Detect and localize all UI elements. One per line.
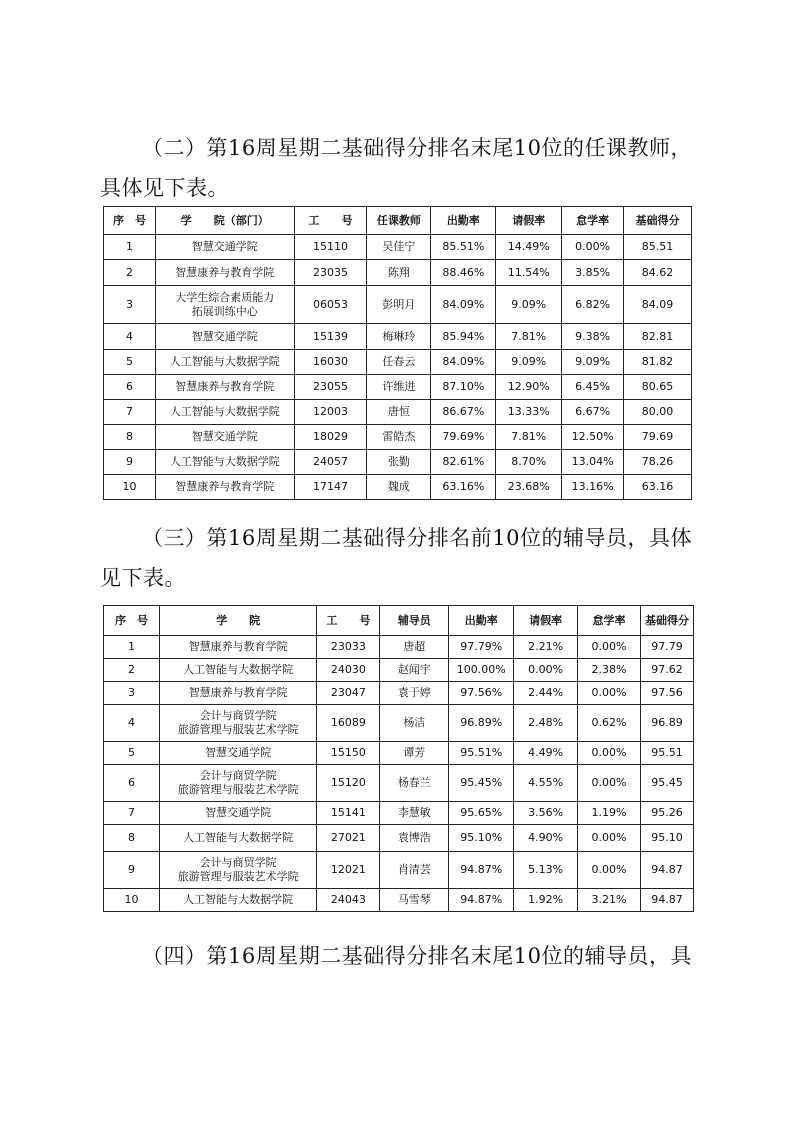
table-cell: 12.90% [496, 375, 562, 400]
table-cell: 0.00% [514, 659, 578, 682]
table-cell: 9.09% [496, 350, 562, 375]
table-cell: 智慧康养与教育学院 [155, 475, 294, 500]
table-cell: 0.00% [578, 852, 641, 889]
table-cell: 85.51 [624, 235, 692, 260]
table-cell: 智慧交通学院 [155, 425, 294, 450]
table-cell: 3.56% [514, 802, 578, 825]
table-cell: 8.70% [496, 450, 562, 475]
table-cell: 12021 [317, 852, 380, 889]
table-cell: 1 [104, 235, 156, 260]
table-cell: 智慧交通学院 [159, 802, 317, 825]
table-cell: 0.00% [578, 682, 641, 705]
table-cell: 97.56% [449, 682, 514, 705]
table-row [104, 425, 692, 450]
table-row [104, 450, 692, 475]
table-cell: 78.26 [624, 450, 692, 475]
table-cell: 5 [104, 350, 156, 375]
table-cell: 96.89% [449, 705, 514, 742]
table-cell: 24043 [317, 889, 380, 912]
table-cell: 6.82% [562, 286, 624, 324]
table-cell: 23035 [294, 260, 367, 286]
table-cell: 7 [104, 400, 156, 425]
column-header: 出勤率 [449, 606, 514, 636]
table-row [104, 375, 692, 400]
table-cell: 唐超 [380, 636, 449, 659]
table-cell: 2.44% [514, 682, 578, 705]
table-cell: 24057 [294, 450, 367, 475]
table-cell: 0.00% [578, 765, 641, 802]
table-cell: 97.79 [640, 636, 693, 659]
table-row [104, 350, 692, 375]
table-cell: 9.09% [496, 286, 562, 324]
table-cell: 杨春兰 [380, 765, 449, 802]
table-cell: 5 [104, 742, 160, 765]
table-cell: 杨洁 [380, 705, 449, 742]
table-cell: 2 [104, 659, 160, 682]
table-cell: 彭明月 [367, 286, 431, 324]
table-cell: 4 [104, 705, 160, 742]
table-cell: 3 [104, 682, 160, 705]
table-cell: 智慧交通学院 [155, 324, 294, 350]
table-cell: 94.87% [449, 852, 514, 889]
table-cell: 12.50% [562, 425, 624, 450]
teacher-bottom10-table [103, 206, 692, 500]
table-cell: 95.26 [640, 802, 693, 825]
table-cell: 6.45% [562, 375, 624, 400]
table-cell: 95.65% [449, 802, 514, 825]
table-cell: 84.09 [624, 286, 692, 324]
table-cell: 15120 [317, 765, 380, 802]
column-header: 基础得分 [640, 606, 693, 636]
table-cell: 94.87 [640, 889, 693, 912]
table-cell: 79.69% [431, 425, 496, 450]
column-header: 怠学率 [578, 606, 641, 636]
table-cell: 14.49% [496, 235, 562, 260]
table-cell: 11.54% [496, 260, 562, 286]
table-cell: 6 [104, 375, 156, 400]
table-cell: 谭芳 [380, 742, 449, 765]
table-cell: 97.79% [449, 636, 514, 659]
table-cell: 2 [104, 260, 156, 286]
table-cell: 16030 [294, 350, 367, 375]
column-header: 序 号 [104, 606, 160, 636]
table-cell: 88.46% [431, 260, 496, 286]
table-cell: 袁于婷 [380, 682, 449, 705]
table-cell: 82.61% [431, 450, 496, 475]
table-cell: 94.87 [640, 852, 693, 889]
table-cell: 17147 [294, 475, 367, 500]
table-cell: 会计与商贸学院 旅游管理与服装艺术学院 [159, 852, 317, 889]
table-cell: 魏成 [367, 475, 431, 500]
table-cell: 95.10 [640, 825, 693, 852]
table-cell: 15150 [317, 742, 380, 765]
table-cell: 人工智能与大数据学院 [159, 889, 317, 912]
table-cell: 27021 [317, 825, 380, 852]
table-cell: 23047 [317, 682, 380, 705]
table-cell: 84.09% [431, 286, 496, 324]
table-cell: 23033 [317, 636, 380, 659]
table-cell: 23.68% [496, 475, 562, 500]
table-cell: 袁博浩 [380, 825, 449, 852]
table-cell: 0.62% [578, 705, 641, 742]
table-cell: 8 [104, 825, 160, 852]
table-cell: 唐恒 [367, 400, 431, 425]
table-cell: 9.09% [562, 350, 624, 375]
table-cell: 3.85% [562, 260, 624, 286]
table-cell: 16089 [317, 705, 380, 742]
table-cell: 85.51% [431, 235, 496, 260]
table-cell: 9 [104, 450, 156, 475]
table-cell: 会计与商贸学院 旅游管理与服装艺术学院 [159, 705, 317, 742]
table-cell: 12003 [294, 400, 367, 425]
table-cell: 96.89 [640, 705, 693, 742]
table-row [104, 286, 692, 324]
table-cell: 4.90% [514, 825, 578, 852]
table-cell: 雷皓杰 [367, 425, 431, 450]
table-cell: 95.45% [449, 765, 514, 802]
table-cell: 87.10% [431, 375, 496, 400]
table-cell: 梅琳玲 [367, 324, 431, 350]
table-cell: 7 [104, 802, 160, 825]
table-cell: 06053 [294, 286, 367, 324]
section2-heading: （二）第16周星期二基础得分排名末尾10位的任课教师，具体见下表。 [100, 136, 692, 200]
table-cell: 80.65 [624, 375, 692, 400]
table-cell: 5.13% [514, 852, 578, 889]
table-row [104, 889, 694, 912]
table-cell: 马雪琴 [380, 889, 449, 912]
table-cell: 97.62 [640, 659, 693, 682]
column-header: 怠学率 [562, 207, 624, 235]
table-cell: 7.81% [496, 324, 562, 350]
table-cell: 会计与商贸学院 旅游管理与服装艺术学院 [159, 765, 317, 802]
table-cell: 大学生综合素质能力 拓展训练中心 [155, 286, 294, 324]
table-cell: 15139 [294, 324, 367, 350]
table-cell: 陈翔 [367, 260, 431, 286]
table-row [104, 705, 694, 742]
table-row [104, 659, 694, 682]
counselor-top10-table [103, 605, 694, 912]
table-cell: 95.45 [640, 765, 693, 802]
table-cell: 智慧交通学院 [159, 742, 317, 765]
column-header: 出勤率 [431, 207, 496, 235]
table-cell: 80.00 [624, 400, 692, 425]
table-cell: 吴佳宁 [367, 235, 431, 260]
table-cell: 智慧康养与教育学院 [155, 375, 294, 400]
table-cell: 13.33% [496, 400, 562, 425]
column-header: 请假率 [496, 207, 562, 235]
table-cell: 4.55% [514, 765, 578, 802]
table-row [104, 765, 694, 802]
table-cell: 95.10% [449, 825, 514, 852]
table-cell: 94.87% [449, 889, 514, 912]
table-row [104, 260, 692, 286]
column-header: 序 号 [104, 207, 156, 235]
table-cell: 3 [104, 286, 156, 324]
table-cell: 肖清芸 [380, 852, 449, 889]
table-cell: 智慧交通学院 [155, 235, 294, 260]
table-cell: 100.00% [449, 659, 514, 682]
table-cell: 97.56 [640, 682, 693, 705]
table-cell: 4 [104, 324, 156, 350]
table-cell: 13.16% [562, 475, 624, 500]
table-cell: 86.67% [431, 400, 496, 425]
table-cell: 0.00% [578, 636, 641, 659]
table-row [104, 475, 692, 500]
table-cell: 人工智能与大数据学院 [155, 350, 294, 375]
table-cell: 3.21% [578, 889, 641, 912]
table-cell: 许维进 [367, 375, 431, 400]
table-cell: 人工智能与大数据学院 [159, 825, 317, 852]
table-cell: 63.16 [624, 475, 692, 500]
table-row [104, 825, 694, 852]
column-header: 工 号 [317, 606, 380, 636]
table-header-row [104, 606, 694, 636]
table-cell: 人工智能与大数据学院 [155, 400, 294, 425]
section3-heading: （三）第16周星期二基础得分排名前10位的辅导员，具体见下表。 [100, 526, 692, 590]
table-row [104, 636, 694, 659]
table-cell: 84.09% [431, 350, 496, 375]
table-row [104, 802, 694, 825]
table-cell: 63.16% [431, 475, 496, 500]
table-row [104, 682, 694, 705]
table-cell: 6.67% [562, 400, 624, 425]
column-header: 工 号 [294, 207, 367, 235]
table-row [104, 235, 692, 260]
column-header: 学 院 [159, 606, 317, 636]
table-cell: 0.00% [578, 825, 641, 852]
table-cell: 赵闻宇 [380, 659, 449, 682]
table-cell: 任春云 [367, 350, 431, 375]
column-header: 基础得分 [624, 207, 692, 235]
table-cell: 8 [104, 425, 156, 450]
table-cell: 2.21% [514, 636, 578, 659]
column-header: 学 院（部门） [155, 207, 294, 235]
table-row [104, 742, 694, 765]
table-cell: 1 [104, 636, 160, 659]
table-cell: 李慧敏 [380, 802, 449, 825]
table-cell: 18029 [294, 425, 367, 450]
table-cell: 15110 [294, 235, 367, 260]
table-row [104, 324, 692, 350]
table-header-row [104, 207, 692, 235]
table-row [104, 852, 694, 889]
table-cell: 95.51 [640, 742, 693, 765]
table-cell: 95.51% [449, 742, 514, 765]
table-cell: 23055 [294, 375, 367, 400]
table-cell: 2.38% [578, 659, 641, 682]
table-cell: 82.81 [624, 324, 692, 350]
table-cell: 张勤 [367, 450, 431, 475]
column-header: 任课教师 [367, 207, 431, 235]
column-header: 请假率 [514, 606, 578, 636]
table-cell: 1.19% [578, 802, 641, 825]
table-row [104, 400, 692, 425]
table-cell: 81.82 [624, 350, 692, 375]
table-cell: 85.94% [431, 324, 496, 350]
table-cell: 人工智能与大数据学院 [155, 450, 294, 475]
column-header: 辅导员 [380, 606, 449, 636]
table-cell: 15141 [317, 802, 380, 825]
table-cell: 0.00% [578, 742, 641, 765]
table-cell: 13.04% [562, 450, 624, 475]
table-cell: 0.00% [562, 235, 624, 260]
table-cell: 9.38% [562, 324, 624, 350]
table-cell: 智慧康养与教育学院 [159, 636, 317, 659]
table-cell: 84.62 [624, 260, 692, 286]
table-cell: 人工智能与大数据学院 [159, 659, 317, 682]
table-cell: 79.69 [624, 425, 692, 450]
table-cell: 2.48% [514, 705, 578, 742]
section4-heading: （四）第16周星期二基础得分排名末尾10位的辅导员，具 [142, 944, 692, 968]
table-cell: 9 [104, 852, 160, 889]
table-cell: 6 [104, 765, 160, 802]
table-cell: 4.49% [514, 742, 578, 765]
table-cell: 1.92% [514, 889, 578, 912]
table-cell: 7.81% [496, 425, 562, 450]
table-cell: 24030 [317, 659, 380, 682]
table-cell: 10 [104, 889, 160, 912]
table-cell: 智慧康养与教育学院 [159, 682, 317, 705]
table-cell: 智慧康养与教育学院 [155, 260, 294, 286]
table-cell: 10 [104, 475, 156, 500]
